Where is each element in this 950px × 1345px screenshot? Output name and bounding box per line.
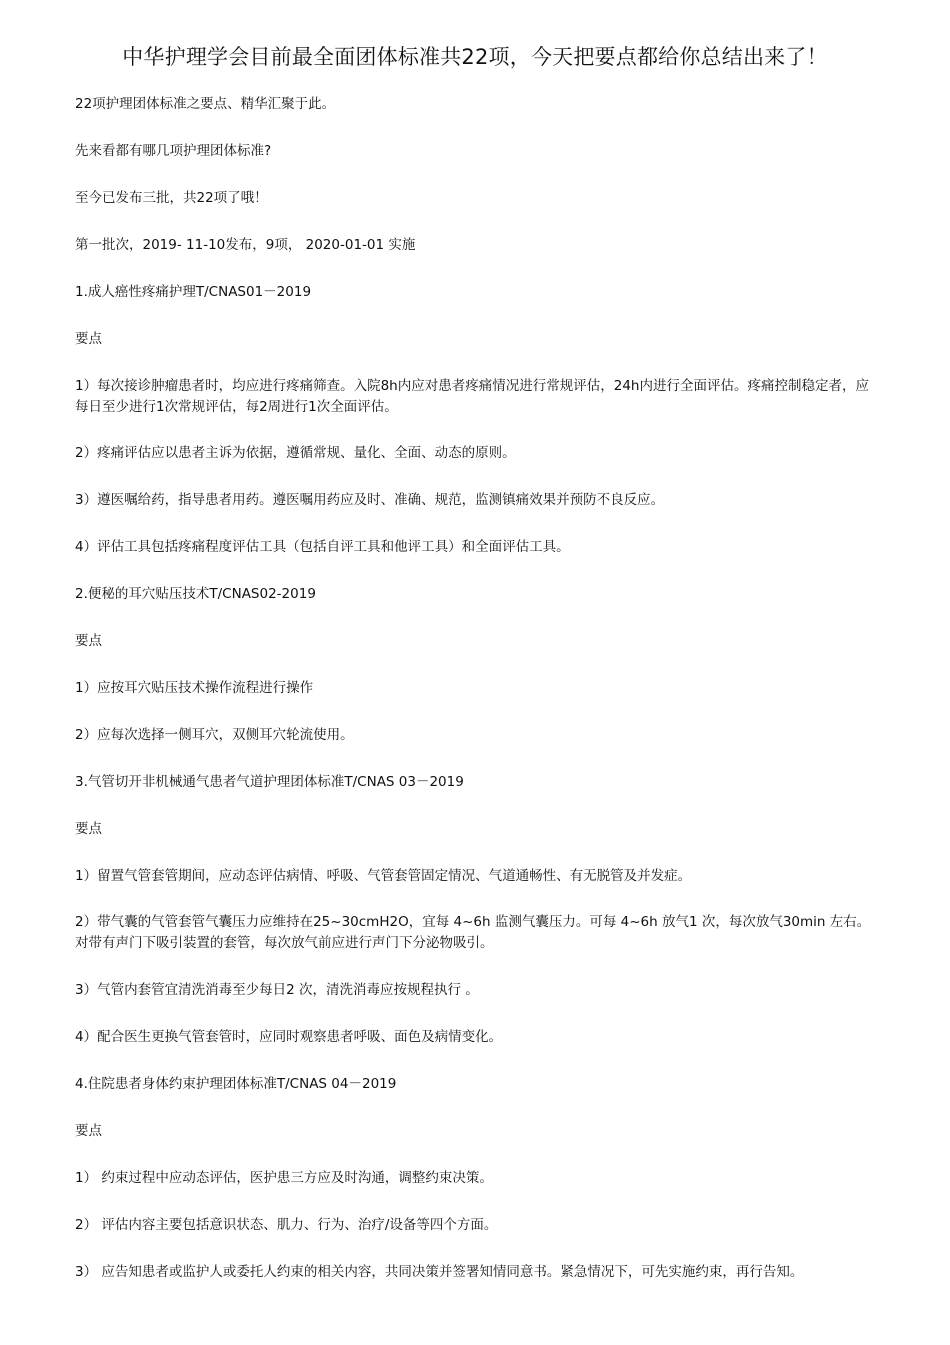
paragraph-question: 先来看都有哪几项护理团体标准? xyxy=(75,143,272,159)
section-2-point-2: 2）应每次选择一侧耳穴，双侧耳穴轮流使用。 xyxy=(75,727,354,743)
section-1-point-2: 2）疼痛评估应以患者主诉为依据，遵循常规、量化、全面、动态的原则。 xyxy=(75,445,516,461)
section-4-point-2: 2） 评估内容主要包括意识状态、肌力、行为、治疗/设备等四个方面。 xyxy=(75,1217,498,1233)
key-points-label: 要点 xyxy=(75,821,102,837)
paragraph-count: 至今已发布三批，共22项了哦！ xyxy=(75,190,268,206)
paragraph-batch-one: 第一批次，2019- 11-10发布，9项， 2020-01-01 实施 xyxy=(75,237,416,253)
section-3-point-1: 1）留置气管套管期间，应动态评估病情、呼吸、气管套管固定情况、气道通畅性、有无脱管及并发症。 xyxy=(75,868,692,884)
key-points-label: 要点 xyxy=(75,1123,102,1139)
section-3-point-2: 2）带气囊的气管套管气囊压力应维持在25~30cmH2O，宜每 4~6h 监测气囊压力。可每 4~6h 放气1 次，每次放气30min 左右。对带有声门下吸引装置的套管，每次放气前应进行声门下分泌物吸引。 xyxy=(75,914,871,951)
key-points-label: 要点 xyxy=(75,633,102,649)
section-heading-4: 4.住院患者身体约束护理团体标准T/CNAS 04－2019 xyxy=(75,1076,397,1092)
section-heading-3: 3.气管切开非机械通气患者气道护理团体标准T/CNAS 03－2019 xyxy=(75,774,464,790)
section-4-point-1: 1） 约束过程中应动态评估，医护患三方应及时沟通，调整约束决策。 xyxy=(75,1170,493,1186)
document-title: 中华护理学会目前最全面团体标准共22项，今天把要点都给你总结出来了！ xyxy=(122,45,828,69)
section-1-point-1: 1）每次接诊肿瘤患者时，均应进行疼痛筛查。入院8h内应对患者疼痛情况进行常规评估，24h内进行全面评估。疼痛控制稳定者，应每日至少进行1次常规评估，每2周进行1次全面评估。 xyxy=(75,378,869,415)
section-1-point-4: 4）评估工具包括疼痛程度评估工具（包括自评工具和他评工具）和全面评估工具。 xyxy=(75,539,570,555)
section-3-point-3: 3）气管内套管宜清洗消毒至少每日2 次，清洗消毒应按规程执行 。 xyxy=(75,982,479,998)
key-points-label: 要点 xyxy=(75,331,102,347)
section-heading-1: 1.成人癌性疼痛护理T/CNAS01－2019 xyxy=(75,284,312,300)
section-3-point-4: 4）配合医生更换气管套管时，应同时观察患者呼吸、面色及病情变化。 xyxy=(75,1029,503,1045)
section-heading-2: 2.便秘的耳穴贴压技术T/CNAS02-2019 xyxy=(75,586,316,602)
section-2-point-1: 1）应按耳穴贴压技术操作流程进行操作 xyxy=(75,680,314,696)
section-1-point-3: 3）遵医嘱给药，指导患者用药。遵医嘱用药应及时、准确、规范，监测镇痛效果并预防不良反应。 xyxy=(75,492,665,508)
paragraph-intro: 22项护理团体标准之要点、精华汇聚于此。 xyxy=(75,96,336,112)
section-4-point-3: 3） 应告知患者或监护人或委托人约束的相关内容，共同决策并签署知情同意书。紧急情况下，可先实施约束，再行告知。 xyxy=(75,1264,804,1280)
